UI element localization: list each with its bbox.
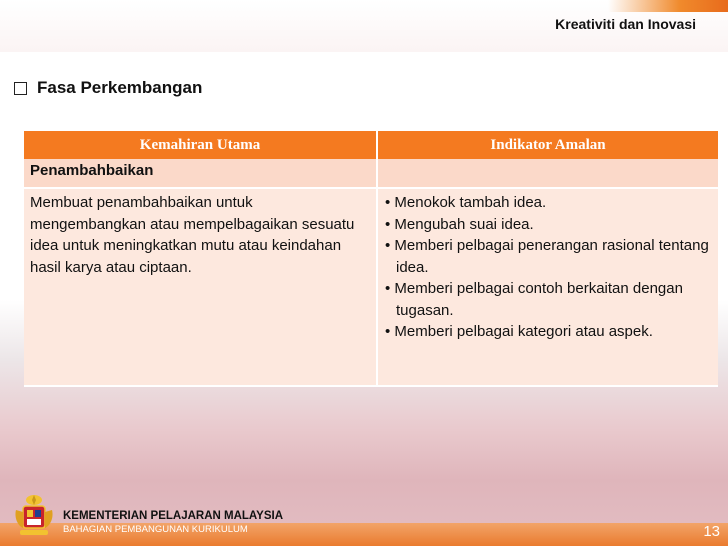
section-heading-text: Fasa Perkembangan [37, 78, 203, 97]
section-heading [14, 78, 202, 98]
header-accent [608, 0, 728, 12]
column-header-kemahiran: Kemahiran Utama [24, 131, 377, 159]
table-subhead-row [24, 159, 718, 188]
indicator-list [384, 192, 712, 343]
page-number: 13 [703, 523, 720, 540]
skills-table [24, 131, 718, 387]
footer [0, 488, 728, 546]
table-row [24, 188, 718, 386]
table-header-row [24, 131, 718, 159]
list-item: • Memberi pelbagai penerangan rasional tentang idea. [384, 235, 712, 278]
coat-of-arms-icon [12, 492, 56, 538]
slide-header-title: Kreativiti dan Inovasi [555, 16, 696, 32]
list-item: • Memberi pelbagai contoh berkaitan dengan tugasan. [384, 278, 712, 321]
indicator-cell [377, 188, 718, 386]
subheading-empty-cell [377, 159, 718, 188]
description-cell: Membuat penambahbaikan untuk mengembangkan atau mempelbagaikan sesuatu idea untuk meningkatkan mutu atau keindahan hasil karya atau ciptaan. [24, 188, 377, 386]
list-item: • Mengubah suai idea. [384, 214, 712, 236]
list-item: • Memberi pelbagai kategori atau aspek. [384, 321, 712, 343]
checkbox-icon [14, 82, 27, 95]
column-header-indikator: Indikator Amalan [377, 131, 718, 159]
ministry-name: KEMENTERIAN PELAJARAN MALAYSIA [63, 510, 284, 522]
subheading-cell: Penambahbaikan [24, 159, 377, 188]
list-item: • Menokok tambah idea. [384, 192, 712, 214]
division-name: BAHAGIAN PEMBANGUNAN KURIKULUM [63, 524, 248, 535]
